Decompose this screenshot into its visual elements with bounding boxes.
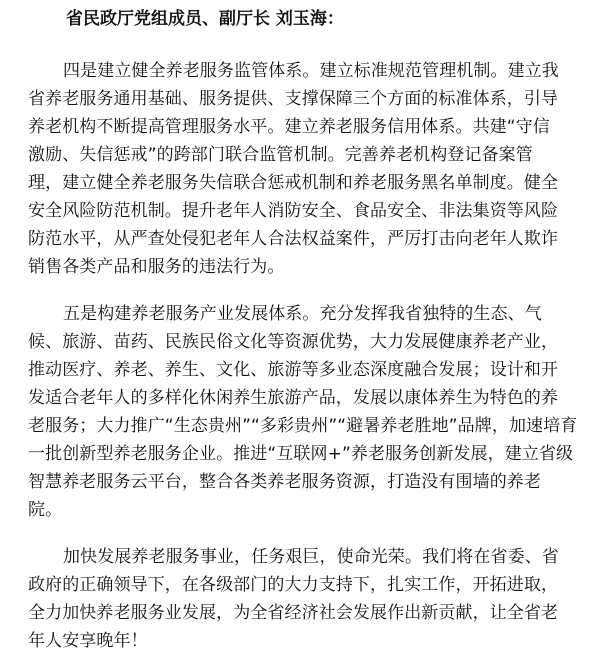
paragraph-line: 院。 <box>28 500 63 520</box>
paragraph-line: 理，建立健全养老服务失信联合惩戒机制和养老服务黑名单制度。健全 <box>28 173 559 193</box>
paragraph-line: 一批创新型养老服务企业。推进“互联网+”养老服务创新发展，建立省级 <box>28 444 574 464</box>
paragraph-line: 防范水平，从严查处侵犯老年人合法权益案件，严厉打击向老年人欺诈 <box>28 229 559 249</box>
paragraph-line: 五是构建养老服务产业发展体系。充分发挥我省独特的生态、气 <box>63 304 542 324</box>
paragraph-line: 推动医疗、养老、养生、文化、旅游等多业态深度融合发展；设计和开 <box>28 360 559 380</box>
paragraph-line: 激励、失信惩戒”的跨部门联合监管机制。完善养老机构登记备案管 <box>28 145 533 165</box>
paragraph-line: 四是建立健全养老服务监管体系。建立标准规范管理机制。建立我 <box>63 61 559 81</box>
paragraph-line: 安全风险防范机制。提升老年人消防安全、食品安全、非法集资等风险 <box>28 201 559 221</box>
paragraph-line: 发适合老年人的多样化休闲养生旅游产品，发展以康体养生为特色的养 <box>28 388 559 408</box>
speaker-heading: 省民政厅党组成员、副厅长 刘玉海： <box>66 9 344 29</box>
paragraph-supervision <box>0 57 611 281</box>
paragraph-line: 销售各类产品和服务的违法行为。 <box>28 257 285 277</box>
paragraph-industry <box>0 300 611 524</box>
paragraph-line: 全力加快养老服务业发展，为全省经济社会发展作出新贡献，让全省老 <box>28 603 559 623</box>
paragraph-line: 加快发展养老服务事业，任务艰巨，使命光荣。我们将在省委、省 <box>63 547 559 567</box>
paragraph-line: 省养老服务通用基础、服务提供、支撑保障三个方面的标准体系，引导 <box>28 89 559 109</box>
paragraph-line: 智慧养老服务云平台，整合各类养老服务资源，打造没有围墙的养老 <box>28 472 541 492</box>
paragraph-line: 候、旅游、苗药、民族民俗文化等资源优势，大力发展健康养老产业， <box>28 332 559 352</box>
paragraph-line: 年人安享晚年！ <box>28 631 148 651</box>
paragraph-line: 老服务；大力推广“生态贵州”“多彩贵州”“避暑养老胜地”品牌，加速培育 <box>28 416 578 436</box>
paragraph-line: 养老机构不断提高管理服务水平。建立养老服务信用体系。共建“守信 <box>28 117 550 137</box>
paragraph-line: 政府的正确领导下，在各级部门的大力支持下，扎实工作，开拓进取， <box>28 575 559 595</box>
paragraph-conclusion <box>0 543 611 655</box>
